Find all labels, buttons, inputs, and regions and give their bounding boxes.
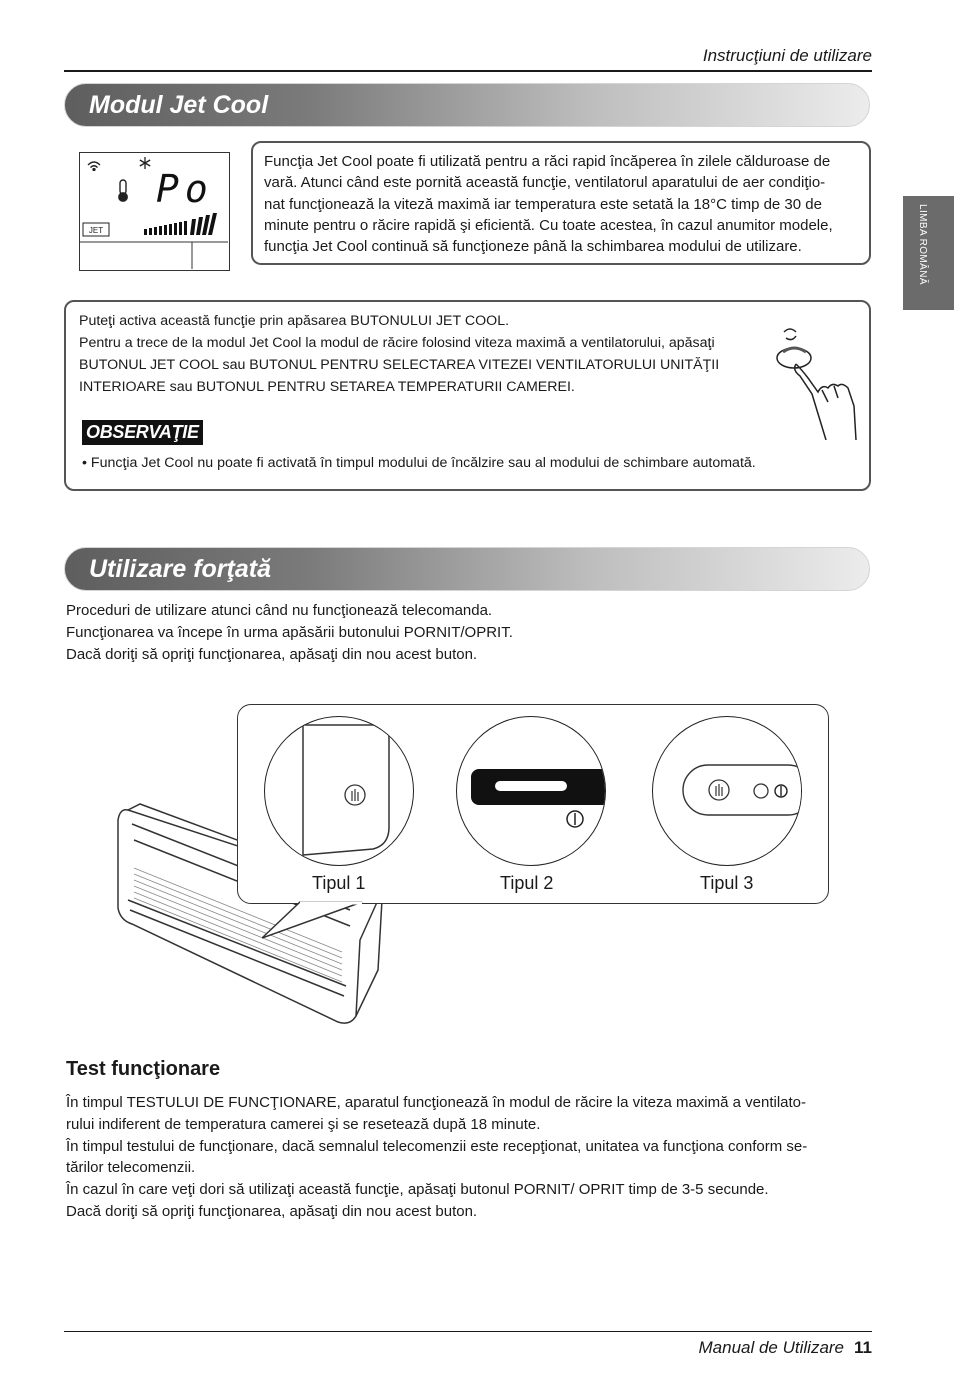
activation-text (79, 310, 769, 398)
text-line: Dacă doriţi să opriţi funcţionarea, apăsaţi din nou acest buton. (66, 646, 478, 663)
remote-display-illustration (79, 152, 230, 271)
text-line: Funcţia Jet Cool poate fi utilizată pentru a răci rapid încăperea în zilele călduroase de (264, 153, 831, 170)
footer-text: Manual de Utilizare (698, 1338, 845, 1357)
text-line: funcţia Jet Cool continuă să funcţioneze până la schimbarea modului de utilizare. (264, 238, 802, 256)
test-section-title: Test funcţionare (66, 1058, 221, 1080)
text-line: nat funcţionează la viteză maximă iar temperatura este setată la 18°C timp de 30 de (264, 195, 822, 213)
display-code: Po (156, 167, 214, 211)
page-number: 11 (854, 1338, 872, 1357)
section-title-forced: Utilizare forţată (89, 555, 271, 583)
type-2-label: Tipul 2 (500, 873, 554, 893)
hand-button-icon (709, 780, 729, 800)
type-2-detail (456, 716, 606, 866)
section-title-bar-forced (64, 547, 870, 591)
text-line: minute pentru o răcire rapidă şi eficientă. Cu toate acestea, în cazul anumitor modele, (264, 216, 833, 234)
header-rule (64, 70, 872, 72)
jet-label: JET (88, 226, 104, 235)
text-line: INTERIOARE sau BUTONUL PENTRU SETAREA TEMPERATURII CAMEREI. (79, 379, 575, 395)
section-title-jet-cool: Modul Jet Cool (89, 91, 269, 119)
text-line: Funcţionarea va începe în urma apăsării butonului PORNIT/OPRIT. (66, 624, 513, 641)
note-label: OBSERVAŢIE (82, 420, 203, 445)
jet-cool-activation-box (64, 300, 871, 491)
text-line: rului indiferent de temperatura camerei şi se resetează după 18 minute. (66, 1115, 541, 1133)
forced-intro (66, 600, 866, 666)
text-line: Puteţi activa această funcţie prin apăsarea BUTONULUI JET COOL. (79, 313, 510, 329)
power-icon (567, 811, 583, 827)
note-text: • Funcţia Jet Cool nu poate fi activată în timpul modului de încălzire sau al modului de schimbare automată. (82, 455, 756, 471)
running-header: Instrucţiuni de utilizare (702, 46, 872, 65)
thermometer-icon (119, 180, 127, 201)
text-line: Proceduri de utilizare atunci când nu funcţionează telecomanda. (66, 602, 493, 619)
type-1-detail (264, 716, 414, 866)
test-section-text (66, 1092, 872, 1223)
section-title-bar-jet-cool (64, 83, 870, 127)
text-line: Pentru a trece de la modul Jet Cool la modul de răcire folosind viteza maximă a ventilatorului, apăsaţi (79, 335, 715, 351)
snowflake-icon (140, 157, 150, 169)
jet-cool-description-box (251, 141, 871, 265)
fan-level-bars (144, 213, 217, 235)
type-3-label: Tipul 3 (700, 873, 754, 893)
hand-press-button-icon (766, 322, 862, 440)
language-tab-label: LIMBA ROMÂNĂ (917, 204, 928, 285)
text-line: tărilor telecomenzii. (66, 1159, 196, 1177)
text-line: În timpul TESTULUI DE FUNCŢIONARE, aparatul funcţionează în modul de răcire la viteza maximă a ventilato- (66, 1094, 807, 1111)
hand-button-icon (345, 785, 365, 805)
text-line: vară. Atunci când este pornită această funcţie, ventilatorul aparatului de aer condiţio- (264, 174, 826, 192)
signal-icon (88, 162, 100, 171)
type-3-detail (652, 716, 802, 866)
text-line: BUTONUL JET COOL sau BUTONUL PENTRU SELECTAREA VITEZEI VENTILATORULUI UNITĂŢII (79, 357, 720, 373)
type-1-label: Tipul 1 (312, 873, 366, 893)
jet-cool-description (264, 151, 869, 257)
text-line: În cazul în care veţi dori să utilizaţi această funcţie, apăsaţi butonul PORNIT/ OPRIT timp de 3-5 secunde. (66, 1181, 769, 1199)
footer (560, 1338, 872, 1358)
text-line: În timpul testului de funcţionare, dacă semnalul telecomenzii este recepţionat, unitatea va funcţiona conform se- (66, 1137, 808, 1155)
language-tab (903, 196, 954, 310)
footer-rule (64, 1331, 872, 1332)
text-line: Dacă doriţi să opriţi funcţionarea, apăsaţi din nou acest buton. (66, 1202, 478, 1220)
